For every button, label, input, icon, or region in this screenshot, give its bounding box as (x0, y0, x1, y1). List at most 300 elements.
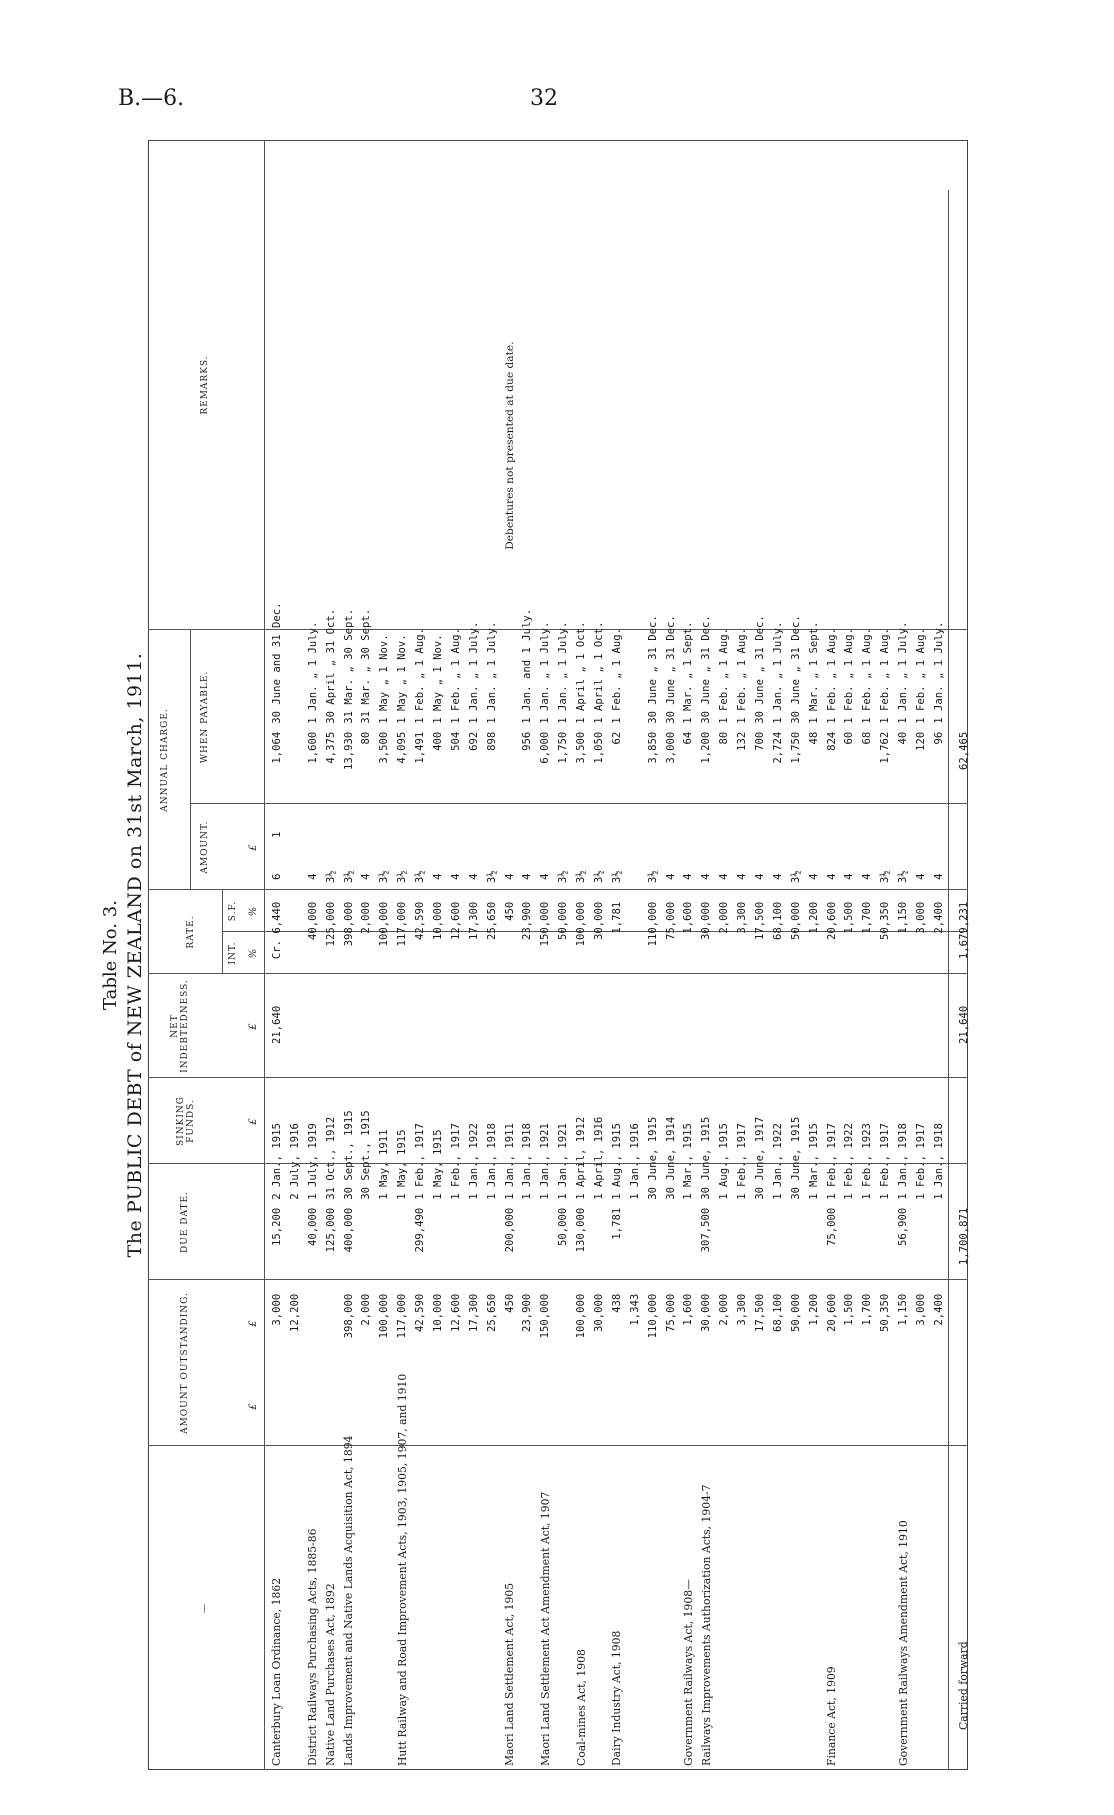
net-indebtedness: 75,000 (664, 901, 677, 940)
annual-charge: 96 (932, 731, 945, 745)
sinking-fund (679, 1002, 697, 1088)
remarks (787, 190, 805, 554)
interest-rate: 4 (932, 873, 945, 880)
due-date: 30 June, 1917 (753, 1116, 766, 1200)
interest-rate: 4 (360, 873, 373, 880)
sinking-fund (751, 1002, 769, 1088)
sinking-fund-rate (841, 814, 859, 856)
table-row (536, 190, 554, 1770)
sinking-fund-rate (572, 814, 590, 856)
amount-outstanding: 1,150 (897, 1293, 910, 1326)
net-indebtedness: 42,590 (414, 901, 427, 940)
remarks (483, 190, 501, 554)
when-payable: 1 Jan. „ 1 July. (485, 621, 498, 724)
header-remarks: REMARKS. (200, 355, 210, 415)
amount-total (858, 1204, 876, 1290)
act-name: Hutt Railway and Road Improvement Acts, 1903, 1905, 1907, and 1910 (395, 1373, 409, 1766)
when-payable: 1 May „ 1 Nov. (431, 634, 444, 724)
table-row (787, 190, 805, 1770)
amount-total (590, 1204, 608, 1290)
interest-rate: 4 (449, 873, 462, 880)
amount-total: 125,000 (324, 1207, 337, 1253)
carried-forward-act-name: Carried forward (948, 1370, 979, 1770)
annual-charge: 48 (807, 731, 820, 745)
remarks (805, 190, 823, 554)
sinking-fund (823, 1002, 841, 1088)
net-indebtedness: 1,600 (682, 901, 695, 934)
net-indebtedness: 30,000 (592, 901, 605, 940)
net-indebtedness: 1,781 (610, 901, 623, 934)
sinking-fund (536, 1002, 554, 1088)
unit-pound-tot: £ (248, 1319, 259, 1327)
page-number: 32 (530, 86, 558, 111)
annual-charge: 80 (360, 731, 373, 745)
unit-pound-sf: £ (248, 1117, 259, 1125)
act-name: Lands Improvement and Native Lands Acquisition Act, 1894 (342, 1435, 355, 1766)
when-payable: 1 Jan. „ 1 July. (771, 621, 784, 724)
sinking-fund (322, 1002, 340, 1088)
carried-forward-sinking-fund-rate (948, 814, 979, 856)
net-indebtedness: 1,500 (843, 901, 856, 934)
interest-rate: 3½ (414, 870, 427, 884)
act-name: Maori Land Settlement Act, 1905 (503, 1582, 517, 1766)
amount-outstanding: 3,000 (915, 1293, 927, 1326)
annual-charge: 1,600 (306, 731, 319, 764)
interest-rate: 4 (700, 873, 713, 880)
remarks (304, 190, 322, 554)
amount-total: 307,500 (700, 1207, 713, 1253)
carried-forward-row (948, 190, 979, 1770)
remarks (697, 190, 715, 554)
due-date: 1 Aug., 1915 (718, 1123, 731, 1200)
sinking-fund-rate (375, 814, 393, 856)
annual-charge: 504 (449, 731, 462, 751)
amount-total (429, 1204, 447, 1290)
table-row (697, 190, 715, 1770)
interest-rate: 3½ (557, 870, 570, 884)
act-name (662, 1370, 680, 1770)
interest-rate: 3½ (324, 870, 337, 884)
annual-charge: 1,491 (414, 731, 427, 764)
amount-total: 130,000 (575, 1207, 588, 1253)
due-date: 1 Feb., 1917 (736, 1123, 749, 1200)
net-indebtedness: 50,350 (879, 901, 892, 940)
sinking-fund-rate (626, 814, 644, 856)
when-payable: 1 Feb. „ 1 Aug. (843, 628, 856, 724)
interest-rate: 3½ (789, 870, 802, 884)
interest-rate: 4 (664, 873, 677, 880)
table-row (751, 190, 769, 1770)
amount-outstanding: 438 (610, 1293, 623, 1313)
when-payable: 1 May „ 1 Nov. (396, 634, 409, 724)
interest-rate: 4 (306, 873, 319, 880)
net-indebtedness: 100,000 (575, 901, 588, 947)
when-payable: 1 Feb. „ 1 Aug. (414, 628, 427, 724)
act-name (733, 1370, 751, 1770)
net-indebtedness: 68,100 (771, 901, 784, 940)
unit-pound-amt: £ (248, 1402, 259, 1410)
net-indebtedness: 50,000 (557, 901, 570, 940)
amount-outstanding: 20,600 (825, 1293, 838, 1332)
amount-outstanding: 23,900 (521, 1293, 534, 1332)
amount-total: 50,000 (557, 1207, 570, 1246)
sinking-fund-rate (536, 814, 554, 856)
remarks (662, 190, 680, 554)
due-date: 30 June, 1914 (664, 1116, 677, 1200)
due-date: 1 Feb., 1917 (449, 1123, 462, 1200)
remarks (679, 190, 697, 554)
sinking-fund-rate (894, 814, 912, 856)
annual-charge: 1,750 (789, 731, 802, 764)
amount-total (465, 1204, 483, 1290)
remarks (411, 190, 429, 554)
table-row (465, 190, 483, 1770)
amount-outstanding: 117,000 (396, 1293, 409, 1339)
amount-outstanding: 3,300 (736, 1293, 749, 1326)
annual-charge: 80 (718, 731, 731, 745)
table-row (340, 190, 358, 1770)
interest-rate: 4 (503, 873, 516, 880)
interest-rate: 3½ (592, 870, 605, 884)
header-net-indebtedness: NET INDEBTEDNESS. (170, 979, 190, 1073)
sinking-fund (894, 1002, 912, 1088)
interest-rate: 4 (682, 873, 695, 880)
interest-rate: 3½ (485, 870, 498, 884)
remarks (268, 190, 286, 554)
due-date: 1 May, 1915 (396, 1129, 409, 1200)
act-name (554, 1370, 572, 1770)
net-indebtedness: 20,600 (825, 901, 838, 940)
amount-outstanding: 1,500 (843, 1293, 856, 1326)
act-name (286, 1370, 304, 1770)
carried-forward-due-date (948, 1088, 979, 1204)
amount-total (518, 1204, 536, 1290)
due-date: 1 Feb., 1922 (843, 1123, 856, 1200)
net-indebtedness: 117,000 (396, 901, 409, 947)
due-date: 1 Feb., 1917 (825, 1123, 838, 1200)
table-row (590, 190, 608, 1770)
interest-rate: 3½ (396, 870, 409, 884)
when-payable: 1 April „ 1 Oct. (575, 621, 588, 724)
table-row (572, 190, 590, 1770)
header-rate-int: INT. (228, 941, 238, 965)
interest-rate: 3½ (575, 870, 588, 884)
remarks (322, 190, 340, 554)
interest-rate: 4 (843, 873, 856, 880)
remarks (644, 190, 662, 554)
net-indebtedness: 398,000 (342, 901, 355, 947)
sinking-fund-rate (286, 814, 304, 856)
net-indebtedness: 30,000 (700, 901, 713, 940)
sinking-fund-rate (429, 814, 447, 856)
amount-outstanding: 50,350 (879, 1293, 892, 1332)
table-row (679, 190, 697, 1770)
amount-total (679, 1204, 697, 1290)
table-row (268, 190, 286, 1770)
rotated-table-page (100, 140, 971, 1770)
sinking-fund (483, 1002, 501, 1088)
act-name: Government Railways Act, 1908— (681, 1579, 695, 1766)
amount-outstanding: 12,600 (449, 1293, 462, 1332)
amount-total: 75,000 (825, 1207, 838, 1246)
amount-outstanding: 2,400 (932, 1293, 945, 1326)
act-name: Government Railways Amendment Act, 1910 (896, 1520, 910, 1766)
act-name: District Railways Purchasing Acts, 1885-86 (306, 1528, 320, 1766)
annual-charge: 3,000 (664, 731, 677, 764)
sinking-fund-rate (876, 814, 894, 856)
remarks (447, 190, 465, 554)
due-date: 30 June, 1915 (789, 1116, 802, 1200)
remarks (286, 190, 304, 554)
sinking-fund (501, 1002, 519, 1088)
when-payable: 30 June „ 31 Dec. (700, 615, 713, 724)
act-name: Native Land Purchases Act, 1892 (324, 1583, 338, 1766)
amount-total: 56,900 (897, 1207, 910, 1246)
annual-charge: 3,500 (575, 731, 588, 764)
net-indebtedness: 3,000 (915, 901, 927, 934)
amount-total (876, 1204, 894, 1290)
amount-total: 15,200 (270, 1207, 283, 1246)
header-when-payable: WHEN PAYABLE. (200, 670, 210, 764)
remarks (823, 190, 841, 554)
when-payable (501, 554, 519, 728)
sinking-fund (411, 1002, 429, 1088)
due-date: 1 Jan., 1918 (897, 1123, 910, 1200)
when-payable: 1 Jan. „ 1 July. (539, 621, 552, 724)
sinking-fund (662, 1002, 680, 1088)
interest-rate: 3½ (378, 870, 391, 884)
amount-total (805, 1204, 823, 1290)
annual-charge: 824 (825, 731, 838, 751)
interest-rate (286, 856, 304, 898)
when-payable: 1 Jan. „ 1 July. (306, 621, 319, 724)
annual-charge: 6,000 (539, 731, 552, 764)
due-date: 1 Feb., 1917 (414, 1123, 427, 1200)
net-indebtedness: 150,000 (539, 901, 552, 947)
table-row (644, 190, 662, 1770)
amount-total (626, 1204, 644, 1290)
when-payable: 1 Jan. „ 1 July. (467, 621, 480, 724)
act-name (626, 1370, 644, 1770)
header-rule (190, 630, 191, 890)
act-name (644, 1370, 662, 1770)
amount-total (536, 1204, 554, 1290)
table-row (769, 190, 787, 1770)
header-amount-outstanding: AMOUNT OUTSTANDING. (180, 1292, 190, 1434)
sinking-fund-rate (644, 814, 662, 856)
net-indebtedness: 17,300 (467, 901, 480, 940)
remarks (769, 190, 787, 554)
due-date: 1 April, 1912 (575, 1116, 588, 1200)
due-date: 30 June, 1915 (646, 1116, 659, 1200)
act-name (841, 1370, 859, 1770)
when-payable: 30 June „ 31 Dec. (664, 615, 677, 724)
sinking-fund-rate (304, 814, 322, 856)
sinking-fund (715, 1002, 733, 1088)
act-name (465, 1370, 483, 1770)
act-name: Coal-mines Act, 1908 (574, 1649, 588, 1766)
sinking-fund-rate (912, 814, 930, 856)
remarks (876, 190, 894, 554)
when-payable: 1 Feb. „ 1 Aug. (825, 628, 838, 724)
interest-rate: 4 (736, 873, 749, 880)
sinking-fund (841, 1002, 859, 1088)
amount-total (357, 1204, 375, 1290)
sinking-fund (644, 1002, 662, 1088)
unit-percent-sf: % (248, 905, 259, 917)
sinking-fund (697, 1002, 715, 1088)
due-date: 30 Sept., 1915 (342, 1110, 355, 1200)
remarks (751, 190, 769, 554)
when-payable: 1 Feb. „ 1 Aug. (610, 628, 623, 724)
sinking-fund-rate (679, 814, 697, 856)
annual-charge: 62 (610, 731, 623, 745)
due-date: 1 Mar., 1915 (682, 1123, 695, 1200)
net-indebtedness: Cr. 6,440 (270, 901, 283, 960)
due-date: 1 Jan., 1911 (503, 1123, 516, 1200)
act-name (787, 1370, 805, 1770)
due-date: 30 Sept., 1915 (360, 1110, 373, 1200)
annual-charge (286, 728, 304, 814)
table-row (894, 190, 912, 1770)
amount-outstanding: 450 (503, 1293, 516, 1313)
net-indebtedness (286, 898, 304, 1002)
annual-charge: 700 (753, 731, 766, 751)
annual-charge: 1,064 (270, 731, 283, 764)
annual-charge: 68 (861, 731, 874, 745)
annual-charge: 1,750 (557, 731, 570, 764)
amount-outstanding: 1,600 (682, 1293, 695, 1326)
interest-rate (626, 856, 644, 898)
due-date: 1 Jan., 1916 (628, 1123, 641, 1200)
sinking-fund-rate (733, 814, 751, 856)
header-due-date: DUE DATE. (180, 1191, 190, 1253)
amount-outstanding: 398,000 (342, 1293, 355, 1339)
net-indebtedness: 2,000 (360, 901, 373, 934)
carried-forward-sinking-fund: 21,640 (948, 1002, 979, 1088)
sinking-fund (572, 1002, 590, 1088)
sinking-fund (340, 1002, 358, 1088)
due-date: 31 Oct., 1912 (324, 1116, 337, 1200)
carried-forward-net-indebtedness: 1,679,231 (948, 898, 979, 1002)
table-subtitle: The PUBLIC DEBT of NEW ZEALAND on 31st March, 1911. (124, 652, 146, 1258)
act-name (930, 1370, 948, 1770)
remarks (340, 190, 358, 554)
due-date: 1 Feb., 1917 (915, 1123, 927, 1200)
interest-rate: 4 (539, 873, 552, 880)
carried-forward-interest-rate (948, 856, 979, 898)
remarks (465, 190, 483, 554)
sinking-fund (447, 1002, 465, 1088)
amount-outstanding: 30,000 (592, 1293, 605, 1332)
annual-charge: 1,762 (879, 731, 892, 764)
sinking-fund-rate (465, 814, 483, 856)
sinking-fund (393, 1002, 411, 1088)
sinking-fund-rate (608, 814, 626, 856)
header-rule (222, 890, 223, 974)
annual-charge: 400 (431, 731, 444, 751)
remarks (912, 190, 930, 554)
amount-total: 1,781 (610, 1207, 623, 1240)
table-row (715, 190, 733, 1770)
annual-charge: 1,200 (700, 731, 713, 764)
interest-rate: 4 (753, 873, 766, 880)
amount-outstanding: 2,000 (718, 1293, 731, 1326)
amount-outstanding: 110,000 (646, 1293, 659, 1339)
sinking-fund-rate (769, 814, 787, 856)
amount-outstanding: 1,343 (628, 1293, 641, 1326)
sinking-fund-rate: 1 (270, 831, 283, 838)
amount-outstanding: 2,000 (360, 1293, 373, 1326)
sinking-fund-rate (787, 814, 805, 856)
table-row (322, 190, 340, 1770)
carried-forward-when-payable (948, 554, 979, 728)
remarks (429, 190, 447, 554)
sinking-fund (912, 1002, 930, 1088)
act-name (751, 1370, 769, 1770)
amount-outstanding: 100,000 (378, 1293, 391, 1339)
table-row (375, 190, 393, 1770)
header-rate-sf: S.F. (228, 900, 238, 922)
table-row (626, 190, 644, 1770)
due-date: 1 Jan., 1922 (467, 1123, 480, 1200)
interest-rate: 4 (915, 873, 927, 880)
when-payable: 30 June „ 31 Dec. (646, 615, 659, 724)
interest-rate: 4 (861, 873, 874, 880)
sinking-fund-rate (858, 814, 876, 856)
due-date: 2 Jan., 1915 (270, 1123, 283, 1200)
sinking-fund (554, 1002, 572, 1088)
sinking-fund-rate (823, 814, 841, 856)
amount-total (447, 1204, 465, 1290)
remarks: Debentures not presented at due date. (503, 341, 516, 550)
header-rate: RATE. (186, 915, 196, 949)
interest-rate: 4 (521, 873, 534, 880)
amount-outstanding (554, 1290, 572, 1370)
remarks (393, 190, 411, 554)
amount-outstanding: 75,000 (664, 1293, 677, 1332)
table-row (447, 190, 465, 1770)
remarks (841, 190, 859, 554)
due-date: 1 April, 1916 (592, 1116, 605, 1200)
sinking-fund (876, 1002, 894, 1088)
header-annual-charge: ANNUAL CHARGE. (160, 708, 170, 812)
sinking-fund-rate (554, 814, 572, 856)
remarks (930, 190, 948, 554)
act-name: Railways Improvements Authorization Acts, 1904-7 (699, 1484, 713, 1766)
when-payable: 1 Feb. „ 1 Aug. (718, 628, 731, 724)
interest-rate: 3½ (879, 870, 892, 884)
table-row (393, 190, 411, 1770)
annual-charge: 2,724 (771, 731, 784, 764)
sinking-fund (357, 1002, 375, 1088)
table-row (357, 190, 375, 1770)
sinking-fund (608, 1002, 626, 1088)
act-name (357, 1370, 375, 1770)
act-name (858, 1370, 876, 1770)
remarks (375, 190, 393, 554)
amount-total (393, 1204, 411, 1290)
act-name (518, 1370, 536, 1770)
amount-total: 400,000 (342, 1207, 355, 1253)
when-payable: 1 Jan. and 1 July. (521, 608, 534, 724)
due-date: 1 Jan., 1921 (539, 1123, 552, 1200)
amount-total (286, 1204, 304, 1290)
debt-table (268, 190, 979, 1770)
amount-outstanding: 3,000 (270, 1293, 283, 1326)
when-payable: 1 Feb. „ 1 Aug. (879, 628, 892, 724)
due-date: 1 Mar., 1915 (807, 1123, 820, 1200)
